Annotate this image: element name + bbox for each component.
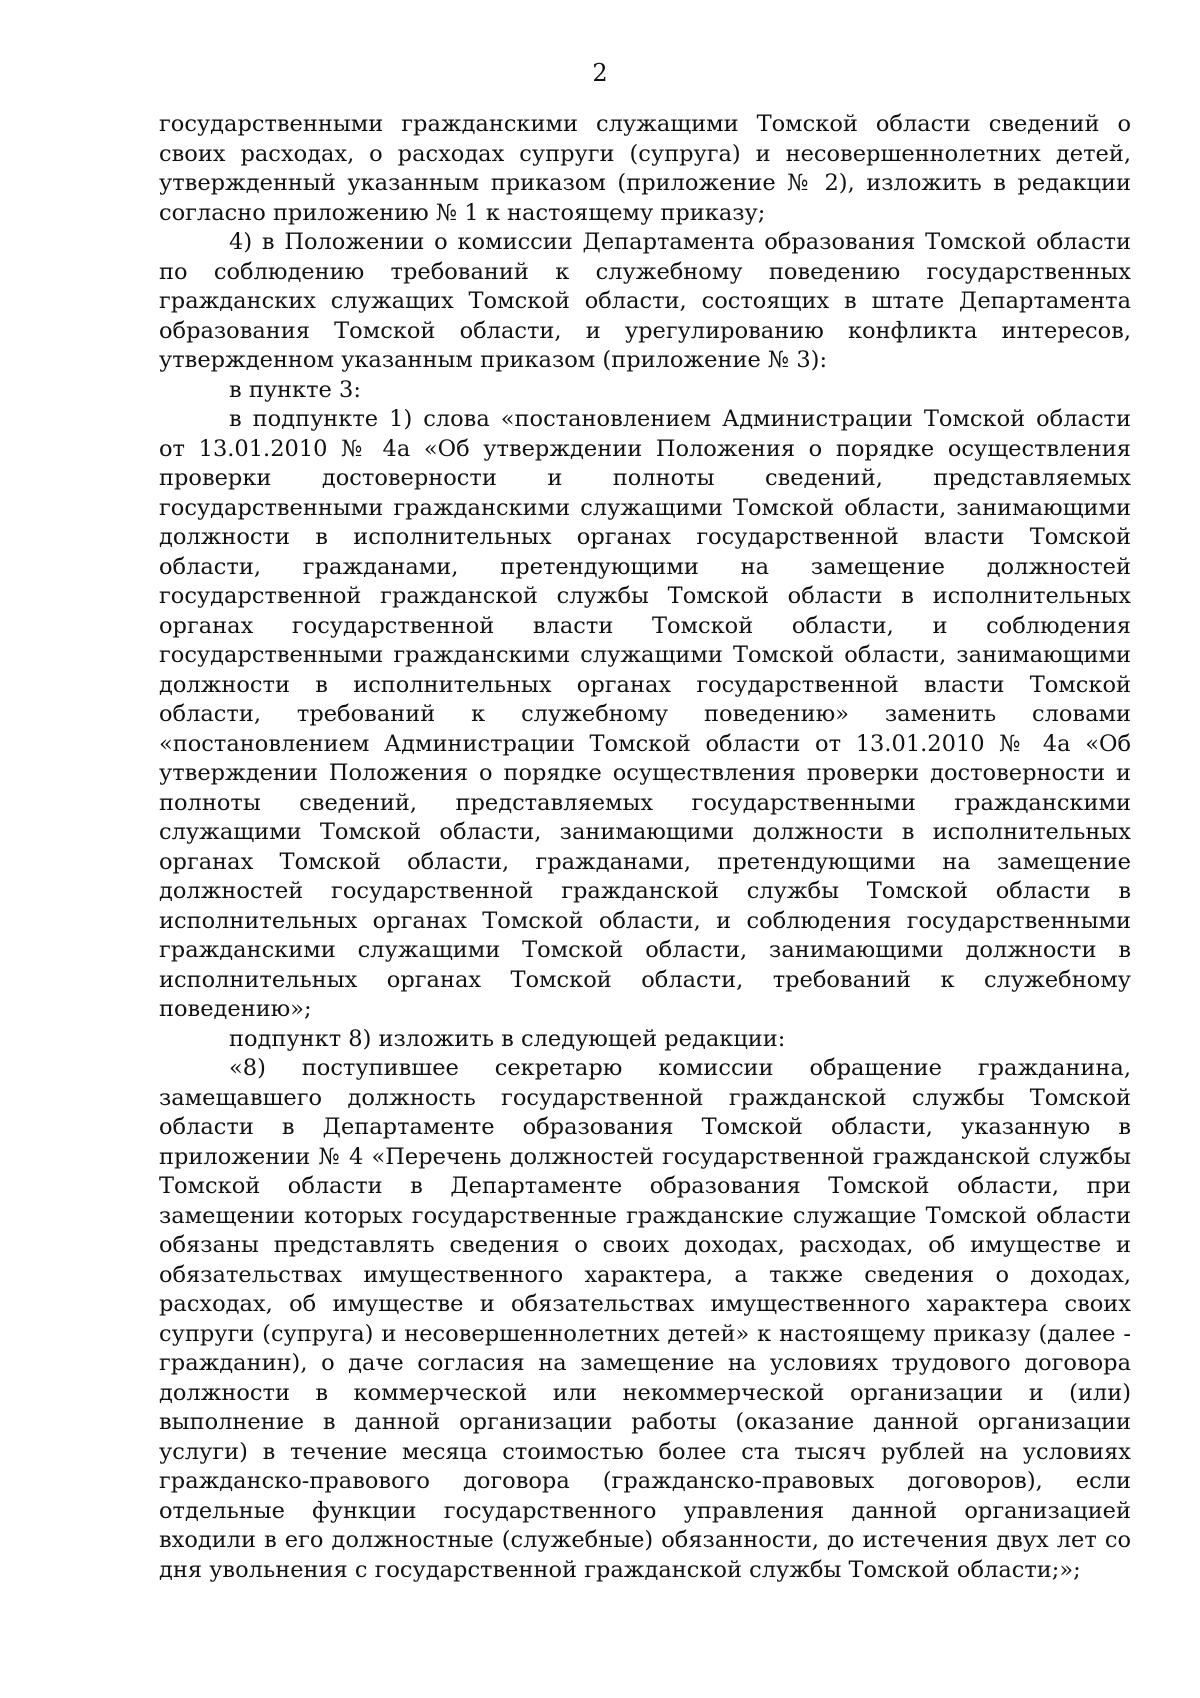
paragraph-subclause-8-intro: подпункт 8) изложить в следующей редакции:: [229, 1025, 786, 1052]
paragraph-subclause-8-text: «8) поступившее секретарю комиссии обращение гражданина, замещавшего должность государственной гражданской службы Томской области в Департаменте образования Томской области, указанную в приложении № 4 «Перечень должностей государственной гражданской службы Томской области в Департаменте образования Томской области, при замещении которых государственные гражданские служащие Томской области обязаны представлять сведения о своих доходах, расходах, об имуществе и обязательствах имущественного характера, а также сведения о доходах, расходах, об имуществе и обязательствах имущественного характера своих супруги (супруга) и несовершеннолетних детей» к настоящему приказу (далее - гражданин), о даче согласия на замещение на условиях трудового договора должности в коммерческой или некоммерческой организации и (или) выполнение в данной организации работы (оказание данной организации услуги) в течение месяца стоимостью более ста тысяч рублей на условиях гражданско-правового договора (гражданско-правовых договоров), если отдельные функции государственного управления данной организацией входили в его должностные (служебные) обязанности, до истечения двух лет со дня увольнения с государственной гражданской службы Томской области;»;: [159, 1055, 1131, 1583]
paragraph-item-4: 4) в Положении о комиссии Департамента образования Томской области по соблюдению требований к служебному поведению государственных гражданских служащих Томской области, состоящих в штате Департамента образования Томской области, и урегулированию конфликта интересов, утвержденном указанным приказом (приложение № 3):: [159, 229, 1131, 373]
document-body: [159, 110, 1131, 1585]
page-number: 2: [592, 59, 608, 87]
paragraph-clause-3: в пункте 3:: [229, 376, 361, 403]
paragraph-subclause-1: в подпункте 1) слова «постановлением Администрации Томской области от 13.01.2010 № 4а «Об утверждении Положения о порядке осуществления проверки достоверности и полноты сведений, представляемых государственными гражданскими служащими Томской области, занимающими должности в исполнительных органах государственной власти Томской области, гражданами, претендующими на замещение должностей государственной гражданской службы Томской области в исполнительных органах государственной власти Томской области, и соблюдения государственными гражданскими служащими Томской области, занимающими должности в исполнительных органах государственной власти Томской области, требований к служебному поведению» заменить словами «постановлением Администрации Томской области от 13.01.2010 № 4а «Об утверждении Положения о порядке осуществления проверки достоверности и полноты сведений, представляемых государственными гражданскими служащими Томской области, занимающими должности в исполнительных органах Томской области, гражданами, претендующими на замещение должностей государственной гражданской службы Томской области в исполнительных органах Томской области, и соблюдения государственными гражданскими служащими Томской области, занимающими должности в исполнительных органах Томской области, требований к служебному поведению»;: [159, 406, 1131, 1022]
paragraph-continuation: государственными гражданскими служащими Томской области сведений о своих расходах, о расходах супруги (супруга) и несовершеннолетних детей, утвержденный указанным приказом (приложение № 2), изложить в редакции согласно приложению № 1 к настоящему приказу;: [159, 111, 1131, 226]
